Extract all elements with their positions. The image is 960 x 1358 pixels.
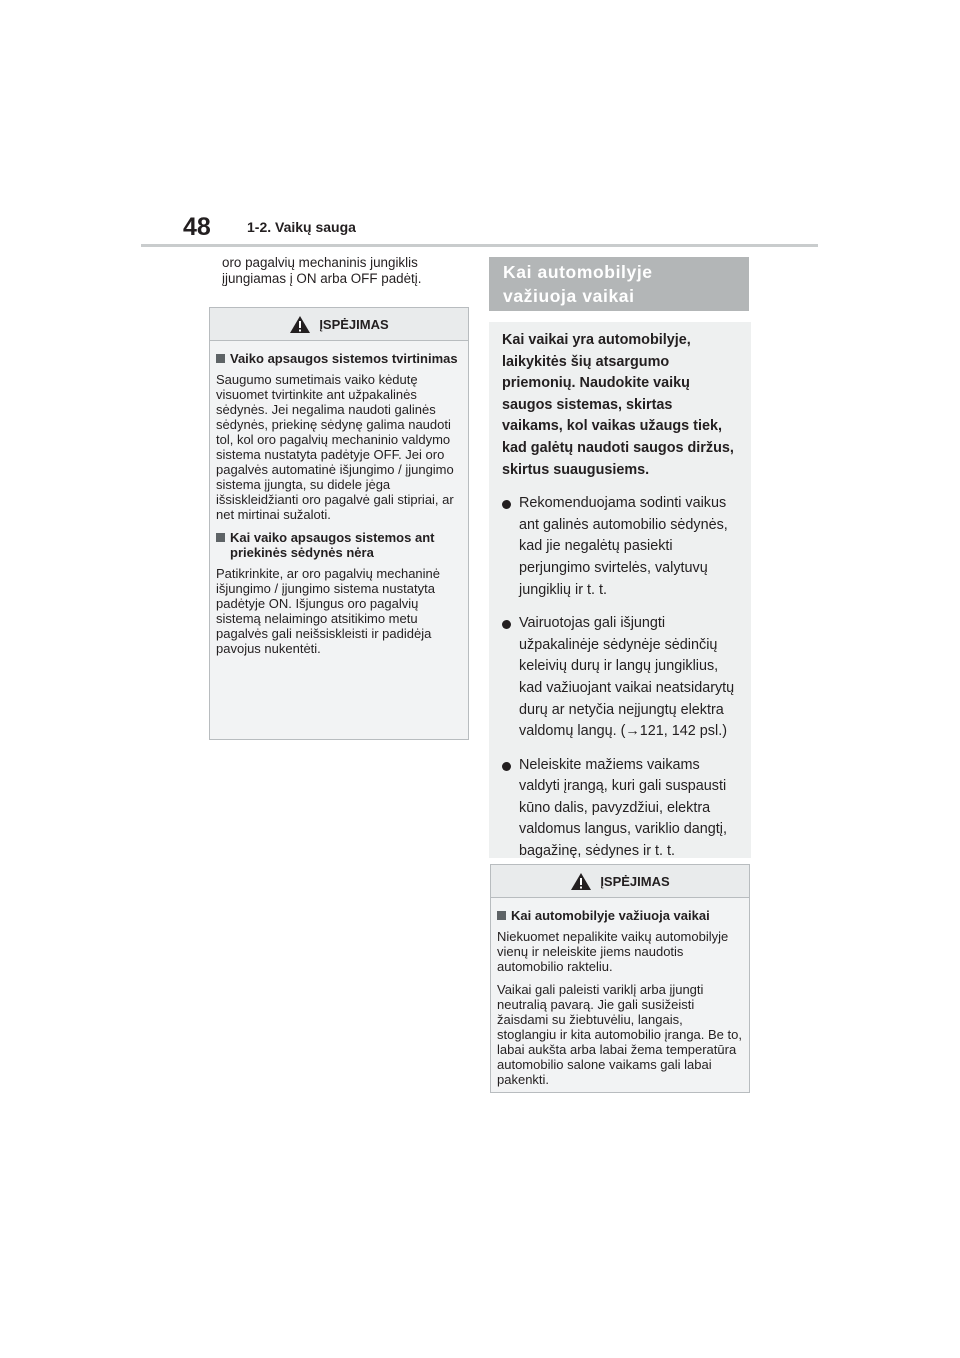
warning-item-heading xyxy=(497,908,743,923)
warning-label: ĮSPĖJIMAS xyxy=(319,316,389,332)
warning-item-heading xyxy=(216,351,462,366)
bullet-item xyxy=(502,493,737,601)
warning-box-left xyxy=(209,307,469,740)
warning-extra-text: Vaikai gali paleisti variklį arba įjungti neutralią pavarą. Jie gali susižeisti žaisdami su žiebtuvėliu, langais, stoglangiu ir kita automobilio įranga. Be to, labai aukšta arba labai žema temperatūra automobilio salone vaikams gali labai pakenkti. xyxy=(497,982,742,1087)
square-bullet-icon xyxy=(216,351,230,366)
bullet-dot-icon xyxy=(502,493,519,601)
heading-text: Kai automobilyje važiuoja vaikai xyxy=(511,908,710,923)
banner-line-1: Kai automobilyje xyxy=(503,262,653,282)
warning-item-heading xyxy=(216,530,462,560)
warning-body xyxy=(210,341,468,672)
bullet-text: Rekomenduojama sodinti vaikus ant galinės automobilio sėdynės, kad jie negalėtų pasiekti perjungimo svirtelės, valytuvų jungiklių ir t. t. xyxy=(519,495,728,598)
warning-header xyxy=(491,865,749,898)
warning-item-text: Patikrinkite, ar oro pagalvių mechaninė išjungimo / įjungimo sistema nustatyta padėtyje ON. Išjungus oro pagalvių sistemą nelaimingo atsitikimo metu pagalvės gali neišsiskleisti ir padidėja pavojus nukentėti. xyxy=(216,566,441,656)
warning-body xyxy=(491,898,749,1103)
warning-triangle-icon xyxy=(570,872,592,891)
warning-item-text: Niekuomet nepalikite vaikų automobilyje vienų ir neleiskite jiems naudotis automobilio rakteliu. xyxy=(497,929,729,974)
bullet-item xyxy=(502,613,737,743)
warning-box-right xyxy=(490,864,750,1093)
banner-line-2: važiuoja vaikai xyxy=(503,286,635,306)
bullet-text: Vairuotojas gali išjungti užpakalinėje sėdynėje sėdinčių keleivių durų ir langų jungiklius, kad važiuojant vaikai neatsidarytų durų ar netyčia neįjungtų elektra valdomų langų. (→121, 142 psl.) xyxy=(519,615,735,740)
header-rule xyxy=(141,244,818,247)
warning-triangle-icon xyxy=(289,315,311,334)
warning-label: ĮSPĖJIMAS xyxy=(600,873,670,889)
section-banner xyxy=(489,257,749,311)
square-bullet-icon xyxy=(497,908,511,923)
page-number: 48 xyxy=(183,213,211,241)
bullet-dot-icon xyxy=(502,755,519,863)
square-bullet-icon xyxy=(216,530,230,560)
section-title: 1-2. Vaikų sauga xyxy=(247,219,356,235)
info-box xyxy=(489,322,751,858)
warning-header xyxy=(210,308,468,341)
info-bold-text: Kai vaikai yra automobilyje, laikykitės šių atsargumo priemonių. Naudokite vaikų saugos sistemas, skirtas vaikams, kol vaikas užaugs tiek, kad galėtų naudoti saugos diržus, skirtus suaugusiems. xyxy=(502,332,734,478)
warning-item-text: Saugumo sumetimais vaiko kėdutę visuomet tvirtinkite ant užpakalinės sėdynės. Jei negalima naudoti galinės sėdynės, priekinę sėdynę galima naudoti tol, kol oro pagalvių mechaninio valdymo sistema nustatyta padėtyje OFF. Jei oro pagalvės automatinė išjungimo / įjungimo sistema įjungta, su didele jėga išsiskleidžianti oro pagalvė gali stipriai, ar net mirtinai sužaloti. xyxy=(216,372,454,522)
heading-text: Vaiko apsaugos sistemos tvirtinimas xyxy=(230,351,458,366)
bullet-item xyxy=(502,755,737,863)
heading-text: Kai vaiko apsaugos sistemos ant priekinės sėdynės nėra xyxy=(230,530,435,560)
bullet-dot-icon xyxy=(502,613,519,743)
intro-text: oro pagalvių mechaninis jungiklis įjungiamas į ON arba OFF padėtį. xyxy=(222,255,422,286)
bullet-text: Neleiskite mažiems vaikams valdyti įrangą, kuri gali suspausti kūno dalis, pavyzdžiui, elektra valdomus langus, variklio dangtį, bagažinę, sėdynes ir t. t. xyxy=(519,756,727,860)
